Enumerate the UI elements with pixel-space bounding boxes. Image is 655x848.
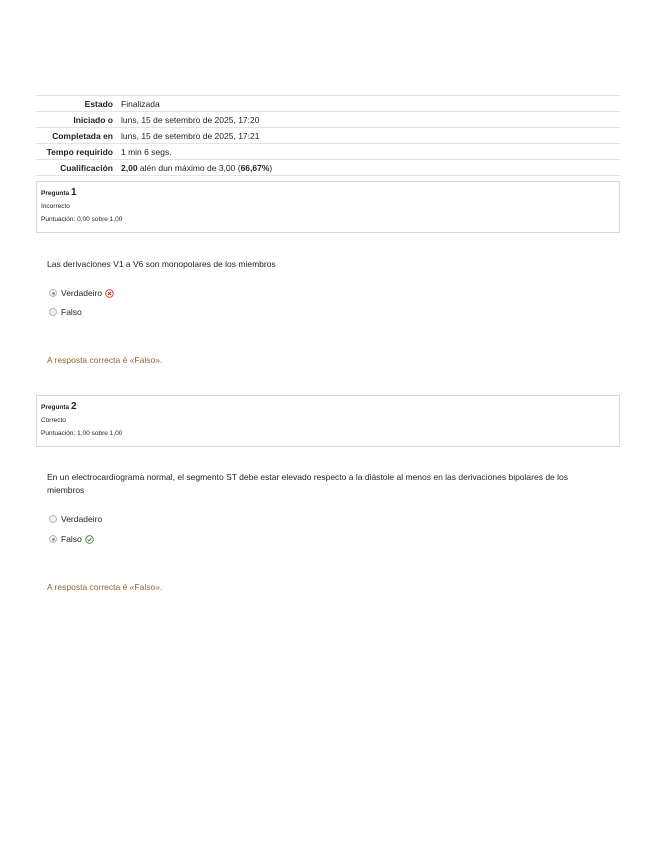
summary-label: Iniciado o xyxy=(73,114,113,125)
question-prefix: Pregunta xyxy=(41,190,70,197)
answer-option-true[interactable] xyxy=(49,288,114,298)
radio-button[interactable] xyxy=(49,289,57,297)
question-info-2 xyxy=(36,395,620,447)
summary-row-estado xyxy=(36,95,620,111)
review-summary-table xyxy=(36,95,620,176)
summary-row-time-taken xyxy=(36,143,620,159)
answer-label: Verdadeiro xyxy=(61,514,103,524)
grade-middle: alén dun máximo de 3,00 ( xyxy=(137,162,241,173)
summary-label: Estado xyxy=(84,98,113,109)
answer-option-false[interactable] xyxy=(49,307,82,317)
grade-percent-suffix: % xyxy=(261,162,270,173)
right-answer: A resposta correcta é «Falso». xyxy=(47,355,163,365)
radio-button[interactable] xyxy=(49,515,57,523)
question-prefix: Pregunta xyxy=(41,404,70,411)
correct-icon xyxy=(85,535,94,544)
question-number xyxy=(41,401,615,414)
answer-option-false[interactable] xyxy=(49,534,94,544)
question-number xyxy=(41,187,615,200)
question-info-1 xyxy=(36,181,620,233)
question-state: Incorrecto xyxy=(41,203,70,210)
grade-close: ) xyxy=(269,162,273,173)
right-answer: A resposta correcta é «Falso». xyxy=(47,582,163,592)
question-number-value: 1 xyxy=(70,187,77,198)
answer-label: Verdadeiro xyxy=(61,288,103,298)
grade-percent: 66,67 xyxy=(240,162,262,173)
summary-value: Finalizada xyxy=(121,98,160,109)
question-text: En un electrocardiograma normal, el segmento ST debe estar elevado respecto a la diástole al menos en las derivaciones bipolares de los miembros xyxy=(47,472,569,495)
summary-label: Tempo requirido xyxy=(46,146,113,157)
summary-value: luns, 15 de setembro de 2025, 17:20 xyxy=(121,114,260,125)
question-number-value: 2 xyxy=(70,401,77,412)
radio-button[interactable] xyxy=(49,535,57,543)
summary-row-completed xyxy=(36,127,620,143)
grade-score: 2,00 xyxy=(121,162,138,173)
summary-row-started xyxy=(36,111,620,127)
summary-value: luns, 15 de setembro de 2025, 17:21 xyxy=(121,130,260,141)
radio-button[interactable] xyxy=(49,308,57,316)
answer-option-true[interactable] xyxy=(49,514,102,524)
summary-value: 1 min 6 segs. xyxy=(121,146,172,157)
summary-label: Completada en xyxy=(52,130,113,141)
summary-grade-value xyxy=(121,163,620,173)
summary-label: Cualificación xyxy=(60,162,113,173)
question-grade: Puntuación: 1,00 sobre 1,00 xyxy=(41,430,123,437)
question-grade: Puntuación: 0,00 sobre 1,00 xyxy=(41,216,123,223)
summary-row-grade xyxy=(36,159,620,176)
question-text: Las derivaciones V1 a V6 son monopolares de los miembros xyxy=(47,259,276,269)
incorrect-icon xyxy=(105,289,114,298)
answer-label: Falso xyxy=(61,534,82,544)
answer-label: Falso xyxy=(61,307,82,317)
question-state: Correcto xyxy=(41,417,66,424)
